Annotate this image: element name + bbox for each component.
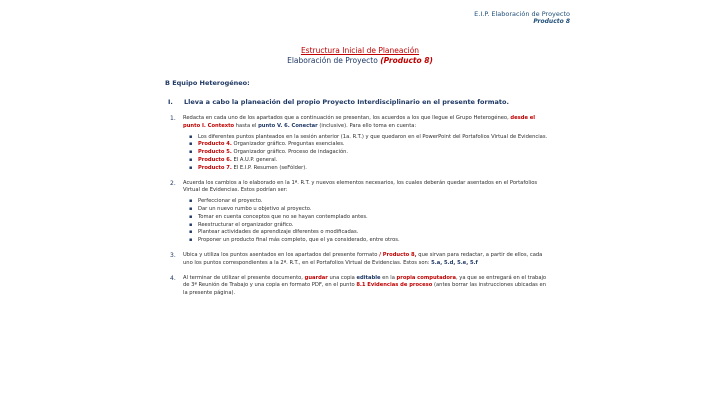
- item-text: en la: [380, 274, 397, 281]
- item-highlight: punto V. 6. Conectar: [258, 122, 318, 129]
- bullet-text: El E.I.P. Resumen (seFólder).: [231, 164, 307, 171]
- bullet-item: ▪ Proponer un producto final más completo, que el ya considerado, entre otros.: [193, 237, 550, 245]
- bullet-list: [183, 134, 550, 173]
- item-number: 3.: [170, 251, 176, 259]
- item-body: [183, 180, 550, 245]
- bullet-item: ▪ Plantear actividades de aprendizaje diferentes o modificadas.: [193, 229, 550, 237]
- item-body: [183, 252, 550, 268]
- section-heading: B Equipo Heterogéneo:: [165, 79, 250, 87]
- roman-text: Lleva a cabo la planeación del propio Proyecto Interdisciplinario en el presente formato.: [184, 98, 509, 106]
- item-highlight: guardar: [304, 274, 328, 281]
- product-label: Producto 5.: [198, 149, 232, 156]
- title-sub-text: Elaboración de Proyecto: [287, 55, 381, 65]
- list-item: [170, 252, 550, 268]
- roman-numeral: I.: [168, 98, 173, 106]
- list-item: [170, 115, 550, 173]
- bullet-text: Organizador gráfico. Preguntas esenciales.: [231, 141, 345, 148]
- bullet-item: [193, 165, 550, 173]
- bullet-item: ▪ Dar un nuevo rumbo u objetivo al proyecto.: [193, 206, 550, 214]
- bullet-item: ▪ Perfeccionar el proyecto.: [193, 198, 550, 206]
- bullet-item: [193, 157, 550, 165]
- item-highlight: 5.a, 5.d, 5.e, 5.f: [431, 259, 478, 266]
- item-body: [183, 275, 550, 298]
- bullet-text: El A.U.P. general.: [231, 156, 278, 163]
- item-highlight: / Producto 8,: [379, 251, 417, 258]
- item-text: , ya que se entregará en el trabajo de 3ª Reunión de Trabajo y una copia en formato PDF, en el punto: [183, 274, 547, 289]
- bullet-item: ▪ Reestructurar el organizador gráfico.: [193, 222, 550, 230]
- list-item: [170, 180, 550, 245]
- bullet-list: [183, 198, 550, 245]
- header-project-title: E.I.P. Elaboración de Proyecto: [474, 10, 570, 18]
- bullet-item: ▪ Los diferentes puntos planteados en la sesión anterior (1a. R.T.) y que quedaron en el PowerPoint del Portafolios Virtual de Evidencias.: [193, 134, 550, 142]
- item-text: Acuerda los cambios a lo elaborado en la 1ª. R.T. y nuevos elementos necesarios, los cuales deberán quedar asentados en el Portafolios Virtual de Evidencias. Estos podrían ser:: [183, 179, 538, 194]
- document-header: [474, 10, 570, 26]
- item-highlight: editable: [356, 274, 381, 281]
- item-text: Al terminar de utilizar el presente documento,: [183, 274, 305, 281]
- page-title: [0, 46, 720, 66]
- item-text: hasta el: [234, 122, 259, 129]
- title-sub: [0, 56, 720, 66]
- roman-instruction: [168, 98, 509, 106]
- item-number: 2.: [170, 179, 176, 187]
- product-label: Producto 6.: [198, 156, 232, 163]
- item-highlight: 8.1 Evidencias de proceso: [356, 282, 433, 289]
- list-item: [170, 275, 550, 298]
- bullet-item: [193, 149, 550, 157]
- instruction-list: [170, 115, 550, 305]
- item-number: 4.: [170, 274, 176, 282]
- item-body: [183, 115, 550, 173]
- item-text: Ubica y utiliza los puntos asentados en los apartados del presente formato: [183, 251, 380, 258]
- bullet-text: Organizador gráfico. Proceso de indagación.: [231, 149, 349, 156]
- bullet-item: ▪ Tomar en cuenta conceptos que no se hayan contemplado antes.: [193, 214, 550, 222]
- title-main: Estructura Inicial de Planeación: [300, 46, 420, 55]
- product-label: Producto 4.: [198, 141, 232, 148]
- item-text: (inclusive). Para ello toma en cuenta:: [317, 122, 417, 129]
- product-label: Producto 7.: [198, 164, 232, 171]
- title-sub-product: (Producto 8): [380, 55, 433, 65]
- item-text: Redacta en cada uno de los apartados que a continuación se presentan, los acuerdos a los que llegue el Grupo Heterogéneo,: [183, 115, 511, 121]
- item-text: una copia: [327, 274, 357, 281]
- item-highlight: propia computadora: [396, 274, 456, 281]
- item-number: 1.: [170, 115, 176, 122]
- item-highlight: desde el punto I. Contexto: [183, 115, 536, 129]
- header-product-label: Producto 8: [533, 18, 570, 26]
- item-text: (antes borrar las instrucciones ubicadas en la presente página).: [183, 282, 546, 297]
- item-text: que sirvan para redactar, a partir de ellos, cada uno los puntos correspondientes a la 2ª. R.T., en el Portafolios Virtual de Evidencias. Estos son:: [183, 251, 543, 266]
